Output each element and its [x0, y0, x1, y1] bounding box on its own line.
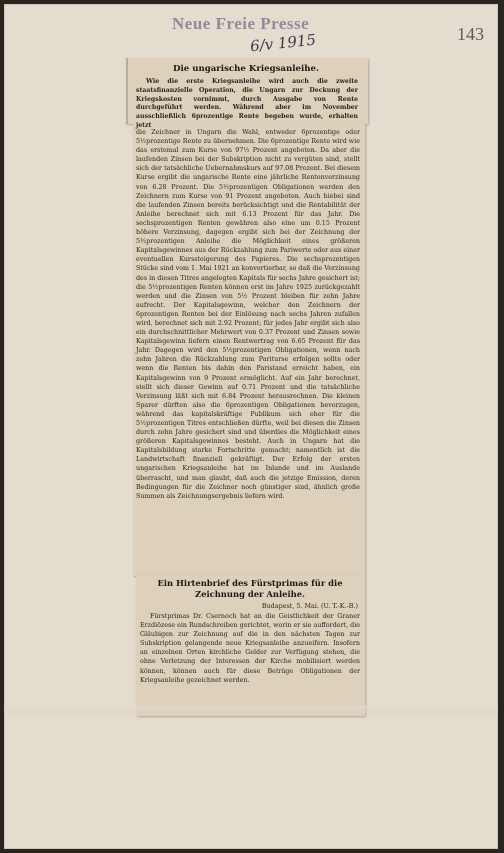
article-body: die Zeichner in Ungarn die Wahl, entweder 6prozentige oder 5½prozentige Rente zu übernehmen. Die 6prozentige Rente wird wie das erstemal zum Kurse von 97½ Prozent angeboten. Da aber die laufenden Zinsen bei der Subskription nicht zu vergüten sind, stellt sich der tatsächliche Uebernahmskurs auf 97.08 Prozent. Bei diesem Kurse ergibt die ungarische Rente eine jährliche Rentenverzinsung von 6.28 Prozent. Die 5½prozentigen Obligationen werden den Zeichnern zum Kurse von 91 Prozent angeboten. Auch hiebei sind die laufenden Zinsen bereits berücksichtigt und die Rentabilität der Anleihe berechnet sich mit 6.13 Prozent für das Jahr. Die sechsprozentigen Renten gewähren also eine um 0.15 Prozent höhere Verzinsung, dagegen ergibt sich bei der Zeichnung der 5½prozentigen Anleihe die Möglichkeit eines größeren Kapitalsgewinnes aus der Rückzahlung zum Pariwerte oder aus einer eventuellen Kurssteigerung des Papieres. Die sechsprozentigen Stücke sind vom 1. Mai 1921 an konvertierbar, so daß die Verzinsung des in diesen Titres angelegten Kapitals für sechs Jahre gesichert ist; die 5½prozentigen Renten können erst im Jahre 1925 zurückgezahlt werden und die Zinsen von 5½ Prozent bleiben für zehn Jahre aufrecht. Der Kapitalsgewinn, welcher den Zeichnern der 6prozentigen Renten bei der Einlösung nach sechs Jahren zufallen wird, berechnet sich mit 2.92 Prozent; für jedes Jahr ergibt sich also ein durchschnittlicher Mehrwert von 0.37 Prozent und Zinsen sowie Kapitalsgewinn liefern einen Rentwertrag von 6.65 Prozent für das Jahr. Dagegen wird den 5½prozentigen Obligationen, wenn nach zehn Jahren die Rückzahlung zum Pariturse erfolgen sollte oder wenn die Renten bis dahin den Paristand erreicht haben, ein Kapitalsgewinn von 9 Prozent ermöglicht. Auf ein Jahr berechnet, stellt sich dieser Gewinn auf 0.71 Prozent und die tatsächliche Verzinsung läßt sich mit 6.84 Prozent herausrechnen. Die kleinen Sparer dürften also die 6prozentigen Obligationen bevorzugen, während das kapitalskräftige Publikum sich eher für die 5½prozentigen Titres entschließen dürfte, weil bei diesen die Zinsen durch zehn Jahre gesichert sind und überdies die Möglichkeit eines größeren Kapitalsgewinnes besteht. Auch in Ungarn hat die Kapitalsbildung starke Fortschritte gemacht; namentlich ist die Landwirtschaft finanziell gekräftigt. Der Erfolg der ersten ungarischen Kriegsanleihe hat im Inlande und im Auslande überrascht, und man glaubt, daß auch die jetzige Emission, deren Bedingungen für die Zeichner noch günstiger sind, ähnlich große Summen als Zeichnungsergebnis liefern wird.	[136, 129, 360, 500]
second-article-body: Fürstprimas Dr. Csernoch hat an die Geistlichkeit der Graner Erzdiözese ein Rundschreiben gerichtet, worin er sie auffordert, die Gläubigen zur Zeichnung auf die in den nächsten Tagen zur Subskription gelangende neue Kriegsanleihe anzueifern. Insofern an einzelnen Orten kirchliche Gelder zur Verfügung stehen, die ohne Verletzung der Interessen der Kirche mobilisiert werden können, können auch für diese Beträge Obligationen der Kriegsanleihe gezeichnet werden.	[140, 613, 360, 684]
page-number: 143	[457, 24, 484, 44]
handwritten-date: 6/v 1915	[249, 30, 317, 56]
paper-tear	[4, 705, 498, 713]
article-title: Die ungarische Kriegsanleihe.	[173, 64, 319, 74]
article-lead: Wie die erste Kriegsanleihe wird auch die zweite staatsfinanzielle Operation, die Ungarn zur Deckung der Kriegskosten vornimmt, durch Ausgabe von Rente durchgeführt werden. Während aber im November ausschließlich 6prozentige Rente begeben wurde, erhalten jetzt	[136, 78, 358, 129]
dateline: Budapest, 5. Mai. (U. T.-K.-B.)	[261, 602, 358, 610]
masthead: Neue Freie Presse	[172, 14, 310, 33]
second-article-title: Ein Hirtenbrief des Fürstprimas für die Zeichnung der Anleihe.	[157, 578, 343, 599]
